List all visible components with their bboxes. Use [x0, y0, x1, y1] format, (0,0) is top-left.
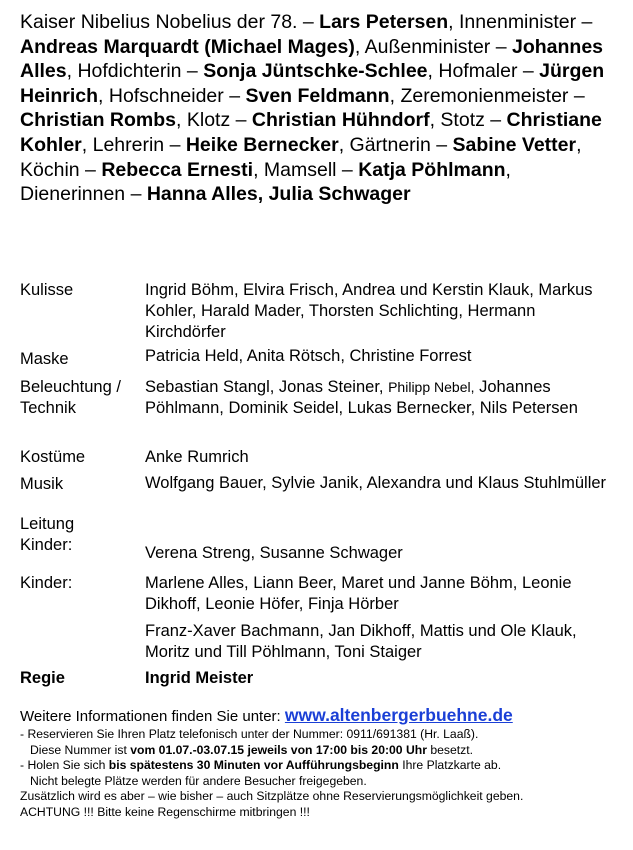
crew-value: Ingrid Böhm, Elvira Frisch, Andrea und Kerstin Klauk, Markus Kohler, Harald Mader, Thorsten Schlichting, Hermann Kirchdörfer	[145, 281, 593, 341]
crew-row-beleuchtung	[20, 377, 620, 447]
cast-actor: Rebecca Ernesti	[101, 158, 254, 181]
crew-label: Maske	[20, 350, 69, 368]
cast-role: Dienerinnen	[20, 183, 126, 206]
pickup-note-line: Nicht belegte Plätze werden für andere Besucher freigegeben.	[30, 773, 367, 788]
crew-label: Kinder:	[20, 574, 73, 592]
text-part: besetzt.	[430, 742, 474, 757]
cast-role: Köchin	[20, 158, 80, 181]
crew-label: Kostüme	[20, 448, 86, 466]
crew-value	[145, 377, 620, 419]
crew-value-part: Johannes Pöhlmann, Dominik Seidel, Lukas Bernecker, Nils Petersen	[145, 378, 578, 417]
crew-row-musik	[20, 473, 620, 515]
text-part-bold: bis spätestens 30 Minuten vor Aufführungsbeginn	[108, 758, 399, 772]
cast-actor: Christian Rombs	[20, 109, 177, 132]
text-part-bold: vom 01.07.-03.07.15 jeweils von 17:00 bis 20:00 Uhr	[130, 742, 427, 757]
crew-row-kulisse	[20, 280, 620, 346]
crew-label: Leitung Kinder:	[20, 515, 75, 554]
crew-row-maske	[20, 346, 620, 377]
crew-value: Ingrid Meister	[145, 669, 254, 687]
cast-actor: Andreas Marquardt (Michael Mages)	[20, 35, 355, 58]
cast-actor: Sven Feldmann	[245, 84, 390, 107]
pickup-line	[20, 758, 620, 774]
crew-value: Anke Rumrich	[145, 448, 249, 466]
crew-value: Franz-Xaver Bachmann, Jan Dikhoff, Mattis und Ole Klauk, Moritz und Till Pöhlmann, Toni Staiger	[145, 622, 577, 661]
warning-line: ACHTUNG !!! Bitte keine Regenschirme mitbringen !!!	[20, 804, 310, 819]
cast-role: Innenminister	[459, 11, 577, 33]
cast-role: Stotz	[440, 109, 485, 132]
extra-seats-line: Zusätzlich wird es aber – wie bisher – auch Sitzplätze ohne Reservierungsmöglichkeit geben.	[20, 789, 524, 803]
cast-role: Gärtnerin	[349, 133, 431, 156]
text-part: Diese Nummer ist	[30, 742, 127, 757]
cast-actor: Hanna Alles, Julia Schwager	[146, 183, 411, 206]
info-intro: Weitere Informationen finden Sie unter:	[20, 708, 281, 725]
crew-value-part-small: Philipp Nebel,	[388, 379, 475, 395]
text-part: Ihre Platzkarte ab.	[402, 758, 502, 772]
cast-actor: Katja Pöhlmann	[358, 158, 506, 181]
crew-row-regie	[20, 668, 620, 694]
crew-value: Verena Streng, Susanne Schwager	[145, 544, 403, 562]
website-link[interactable]: www.altenbergerbuehne.de	[284, 705, 513, 725]
crew-row-leitung	[20, 515, 620, 573]
text-part: - Holen Sie sich	[20, 758, 106, 772]
reservation-line: - Reservieren Sie Ihren Platz telefonisch unter der Nummer: 0911/691381 (Hr. Laaß).	[20, 727, 479, 741]
reservation-hours-line	[20, 743, 620, 759]
cast-role: Zeremonienmeister	[400, 84, 569, 107]
crew-row-kostueme	[20, 447, 620, 473]
cast-actor: Sonja Jüntschke-Schlee	[203, 60, 428, 83]
crew-label: Regie	[20, 669, 65, 687]
info-intro-line	[20, 705, 620, 727]
cast-actor: Christian Hühndorf	[251, 109, 430, 132]
cast-role: Klotz	[186, 109, 231, 132]
crew-label: Beleuchtung / Technik	[20, 378, 121, 417]
cast-role: Hofschneider	[108, 84, 224, 107]
crew-value-part: Sebastian Stangl, Jonas Steiner,	[145, 378, 384, 396]
cast-list: Kaiser Nibelius Nobelius der 78. – Lars Petersen, Innenminister – Andreas Marquardt (Michael Mages), Außenminister – Johannes Alles, Hofdichterin – Sonja Jüntschke-Schlee, Hofmaler – Jürgen Heinrich, Hofschneider – Sven Feldmann, Zeremonienmeister – Christian Rombs, Klotz – Christian Hühndorf, Stotz – Christiane Kohler, Lehrerin – Heike Bernecker, Gärtnerin – Sabine Vetter, Köchin – Rebecca Ernesti, Mamsell – Katja Pöhlmann, Dienerinnen – Hanna Alles, Julia Schwager	[20, 11, 605, 206]
cast-role: Mamsell	[263, 158, 337, 181]
cast-actor: Sabine Vetter	[452, 133, 577, 156]
crew-row-kinder	[20, 573, 620, 668]
cast-actor: Christiane Kohler	[20, 109, 602, 156]
cast-actor: Heike Bernecker	[185, 133, 339, 156]
crew-value: Patricia Held, Anita Rötsch, Christine Forrest	[145, 347, 472, 365]
cast-role: Außenminister	[364, 35, 491, 58]
cast-role: Hofmaler	[438, 60, 518, 83]
info-section	[20, 705, 620, 820]
crew-label: Kulisse	[20, 281, 74, 299]
cast-role: Hofdichterin	[77, 60, 182, 83]
cast-actor: Johannes Alles	[20, 35, 604, 83]
cast-actor: Jürgen Heinrich	[20, 60, 605, 107]
crew-label: Musik	[20, 475, 64, 493]
cast-role: Kaiser Nibelius Nobelius der 78.	[20, 11, 298, 33]
crew-value: Wolfgang Bauer, Sylvie Janik, Alexandra und Klaus Stuhlmüller	[145, 474, 607, 492]
cast-actor: Lars Petersen	[319, 11, 449, 33]
crew-value: Marlene Alles, Liann Beer, Maret und Janne Böhm, Leonie Dikhoff, Leonie Höfer, Finja Hörber	[145, 574, 572, 613]
crew-list	[20, 280, 620, 694]
cast-role: Lehrerin	[92, 133, 165, 156]
